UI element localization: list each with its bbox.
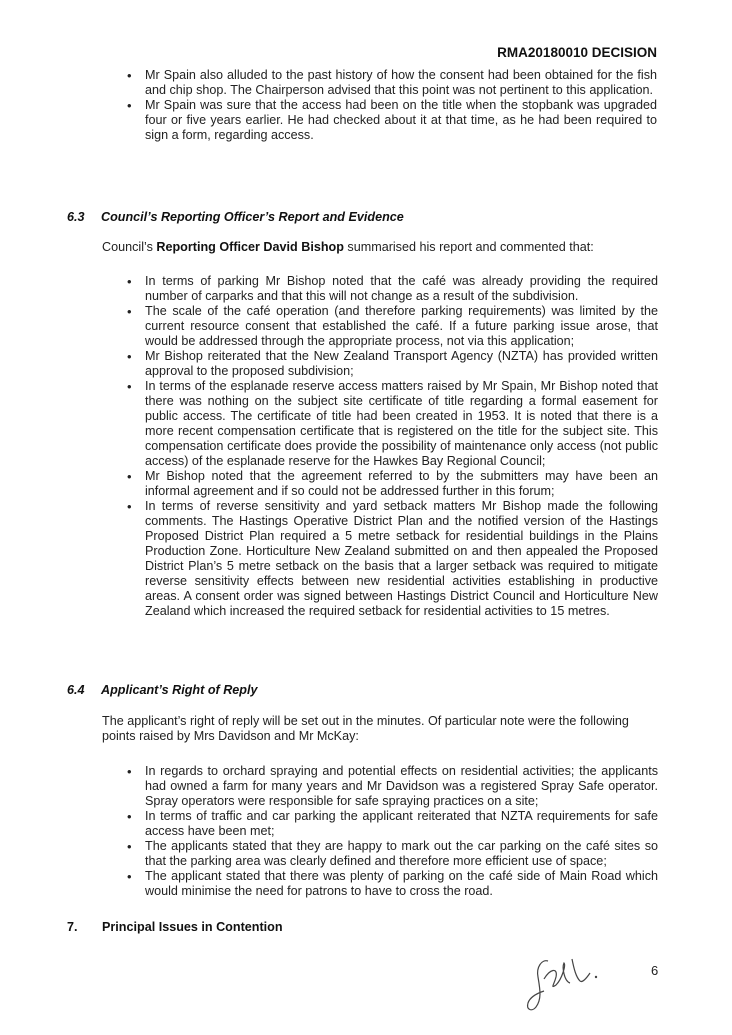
section-title: Applicant’s Right of Reply [101,683,258,697]
section-title: Principal Issues in Contention [102,920,283,934]
list-item: • Mr Bishop noted that the agreement referred to by the submitters may have been an informal agreement and if so could not be addressed further in this forum; [127,469,658,499]
list-item: • Mr Bishop reiterated that the New Zealand Transport Agency (NZTA) has provided written approval to the proposed subdivision; [127,349,658,379]
intro-prefix: Council’s [102,240,157,254]
section-6-3-heading [67,210,404,225]
intro-suffix: summarised his report and commented that: [343,240,594,254]
section-6-4-heading [67,683,258,698]
list-item: • In terms of traffic and car parking the applicant reiterated that NZTA requirements for safe access have been met; [127,809,658,839]
list-item: • In terms of reverse sensitivity and yard setback matters Mr Bishop made the following comments. The Hastings Operative District Plan and the notified version of the Hastings Proposed District Plan required a 5 metre setback for residential buildings in the Plains Production Zone. Horticulture New Zealand submitted on and then appealed the Proposed District Plan’s 5 metre setback on the basis that a larger setback was required to mitigate reverse sensitivity effects between new residential activities establishing in productive areas. A consent order was signed between Hastings District Council and Horticulture New Zealand which increased the required setback for residential activities to 15 metres. [127,499,658,619]
handwritten-signature-icon [520,955,610,1015]
document-reference: RMA20180010 DECISION [497,45,657,60]
section-6-3-bullet-list [127,274,658,619]
section-6-4-bullet-list [127,764,658,899]
list-item: • The applicants stated that they are happy to mark out the car parking on the café sites so that the parking area was clearly defined and therefore more efficient use of space; [127,839,658,869]
list-item: • Mr Spain was sure that the access had been on the title when the stopbank was upgraded four or five years earlier. He had checked about it at that time, as he had been required to sign a form, regarding access. [127,98,657,143]
list-item: • In regards to orchard spraying and potential effects on residential activities; the applicants had owned a farm for many years and Mr Davidson was a registered Spray Safe operator. Spray operators were responsible for safe spraying practices on a site; [127,764,658,809]
section-6-3-intro [102,240,658,255]
section-number: 6.4 [67,683,85,697]
list-item: • In terms of parking Mr Bishop noted that the café was already providing the required number of carparks and that this will not change as a result of the subdivision. [127,274,658,304]
top-bullet-list [127,68,657,143]
page-number: 6 [651,963,659,978]
reporting-officer-name: Reporting Officer David Bishop [156,240,344,254]
section-number: 7. [67,920,78,934]
list-item: • The applicant stated that there was plenty of parking on the café side of Main Road which would minimise the need for patrons to have to cross the road. [127,869,658,899]
section-6-4-intro: The applicant’s right of reply will be set out in the minutes. Of particular note were the following points raised by Mrs Davidson and Mr McKay: [102,714,629,743]
section-7-heading [67,920,283,935]
section-title: Council’s Reporting Officer’s Report and Evidence [101,210,404,224]
section-number: 6.3 [67,210,85,224]
list-item: • In terms of the esplanade reserve access matters raised by Mr Spain, Mr Bishop noted that there was nothing on the subject site certificate of title regarding a formal easement for public access. The certificate of title had been created in 1953. It is noted that there is a more recent compensation certificate that is registered on the title for the subject site. This compensation certificate does provide the possibility of maintenance only access (not public access) of the esplanade reserve for the Hawkes Bay Regional Council; [127,379,658,469]
list-item: • Mr Spain also alluded to the past history of how the consent had been obtained for the fish and chip shop. The Chairperson advised that this point was not pertinent to this application. [127,68,657,98]
list-item: • The scale of the café operation (and therefore parking requirements) was limited by the current resource consent that established the café. If a future parking issue arose, that would be addressed through the appropriate process, not via this application; [127,304,658,349]
